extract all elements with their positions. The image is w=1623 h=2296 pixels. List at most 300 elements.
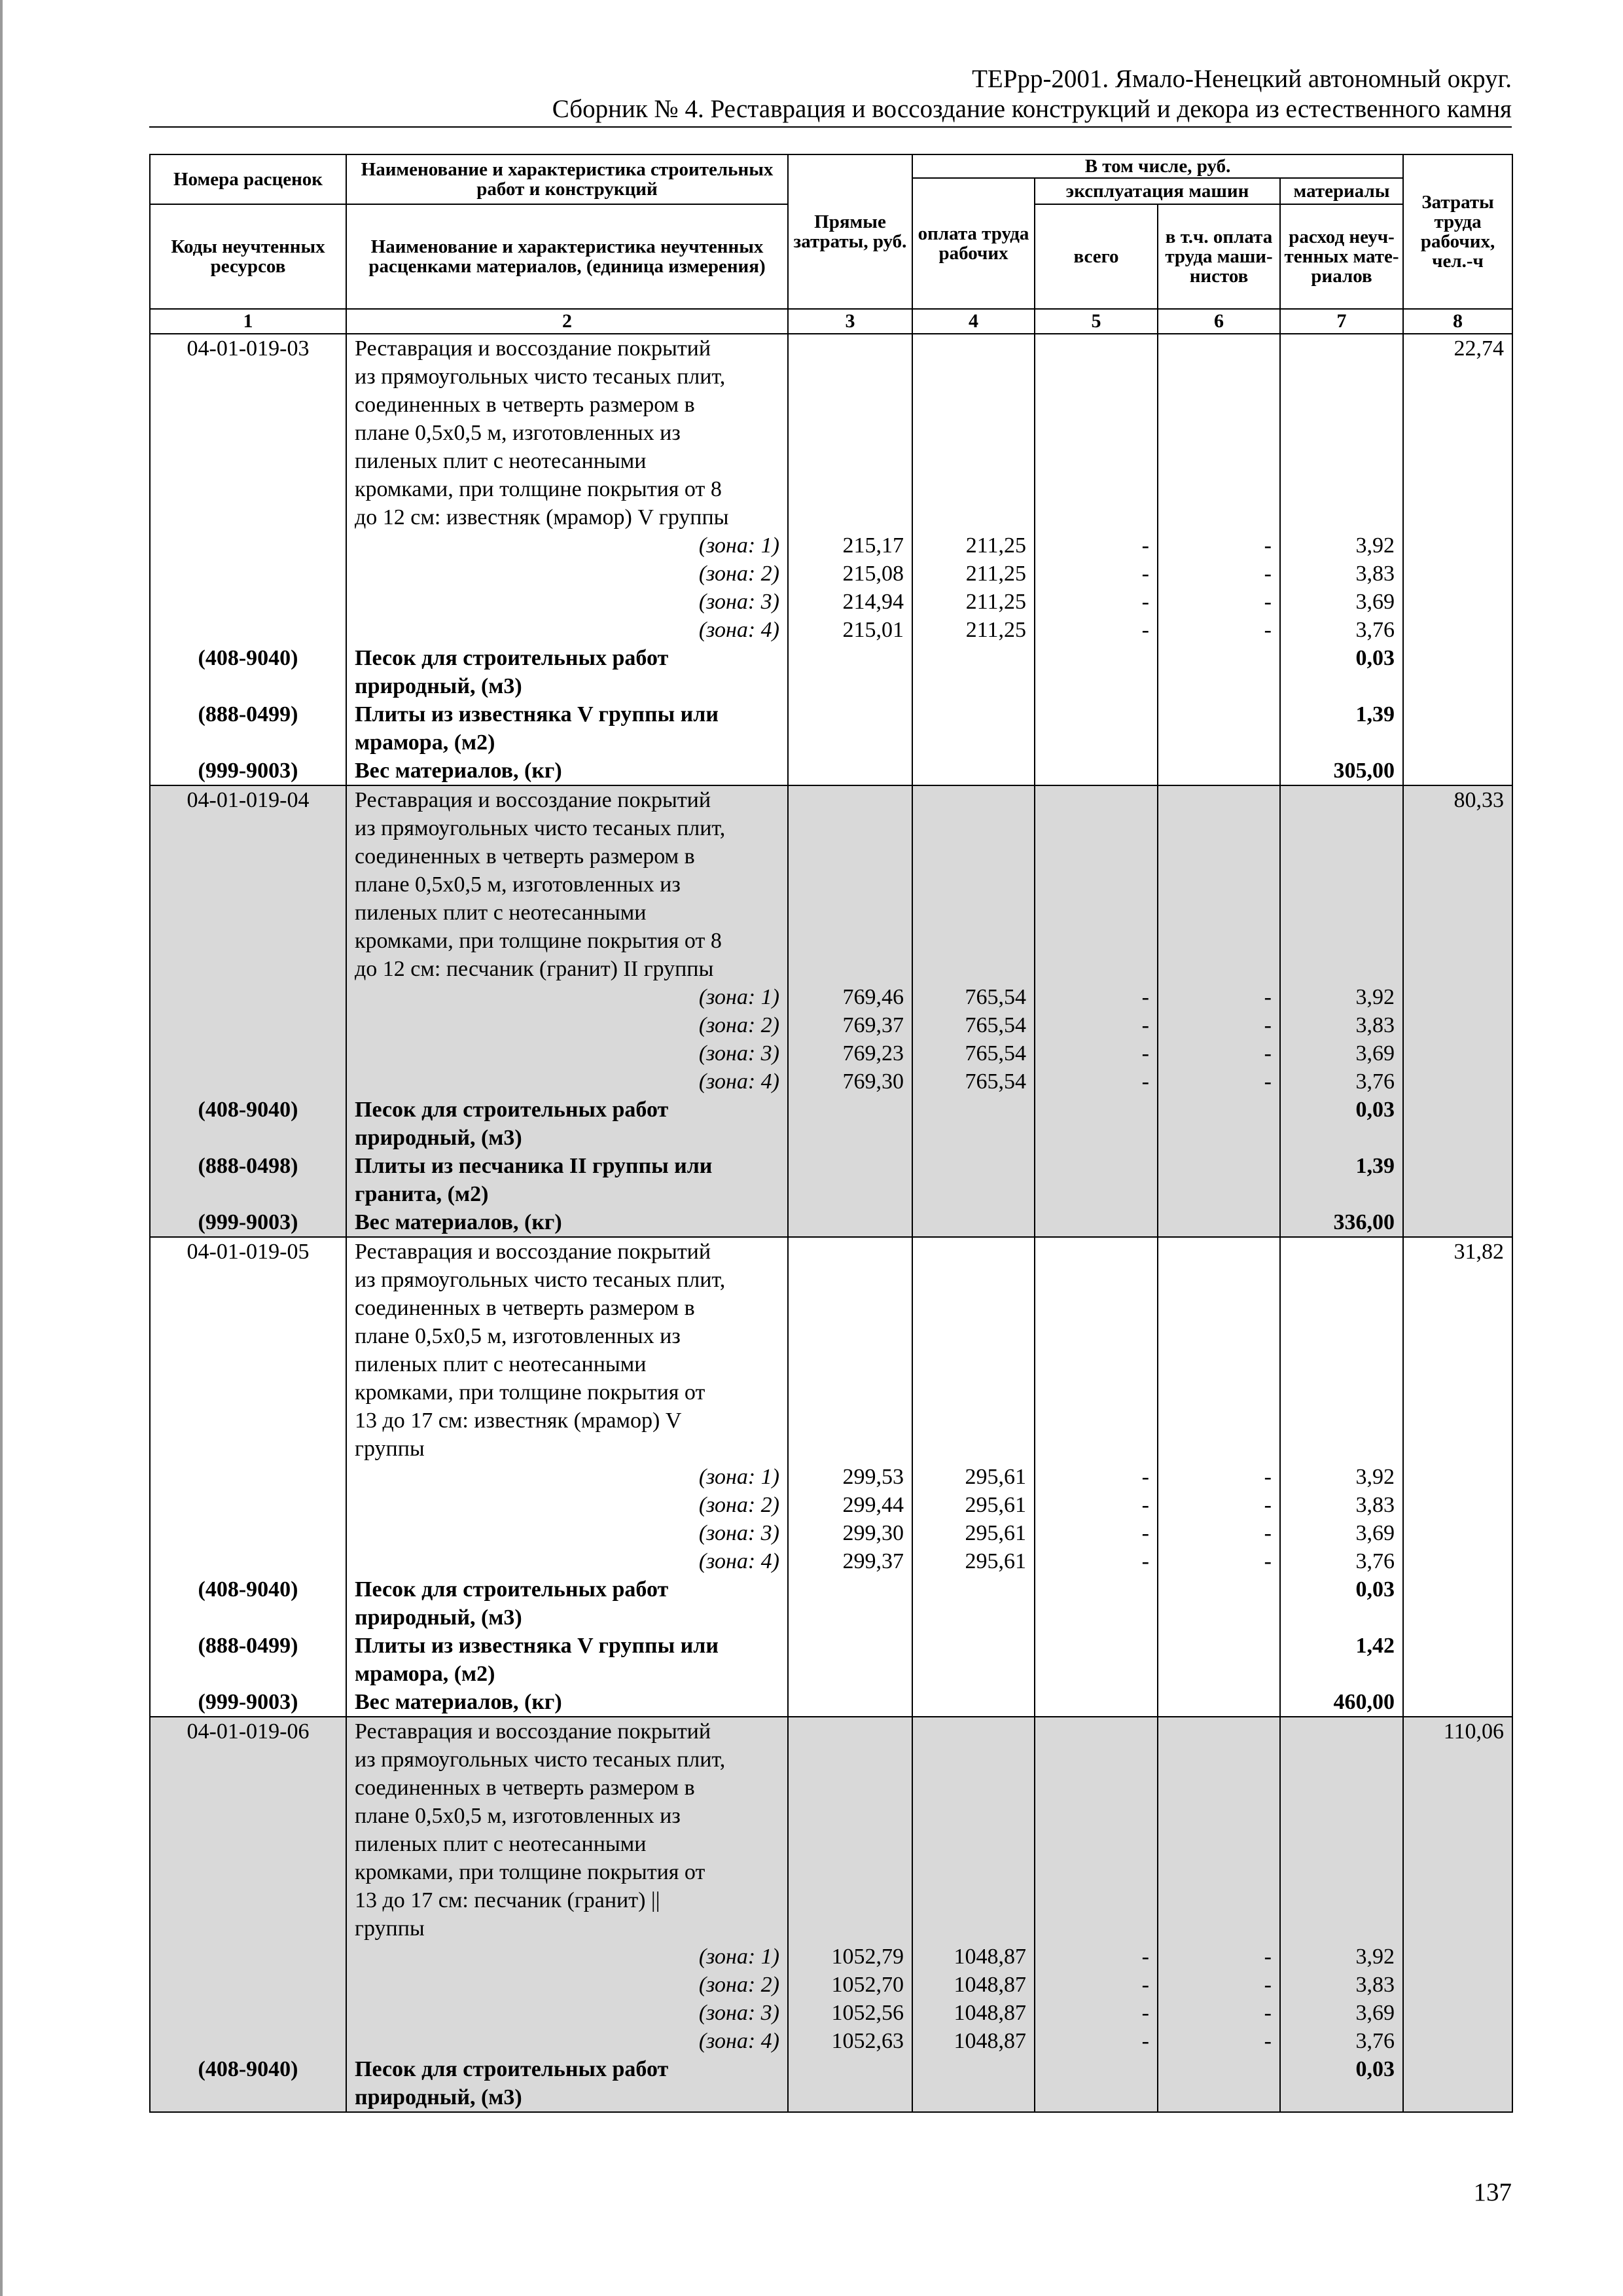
materials-cell [1280, 1802, 1403, 1830]
labor-cell [1403, 447, 1512, 475]
table-row [150, 1435, 1512, 1463]
table-row [150, 1519, 1512, 1547]
labor-cell [1403, 1632, 1512, 1660]
machinists-pay-cell [1158, 1858, 1280, 1886]
direct-cost-cell [788, 1632, 912, 1660]
labor-cell [1403, 1039, 1512, 1067]
workers-pay-cell [912, 1830, 1035, 1858]
materials-cost: 3,83 [1280, 1971, 1403, 1999]
direct-cost: 299,37 [788, 1547, 912, 1575]
materials-cell [1280, 1407, 1403, 1435]
direct-cost-cell [788, 503, 912, 531]
table-row [150, 1746, 1512, 1774]
direct-cost-cell [788, 1717, 912, 1746]
machinists-pay-cell [1158, 419, 1280, 447]
direct-cost: 299,44 [788, 1491, 912, 1519]
materials-cost: 3,69 [1280, 1999, 1403, 2027]
table-row [150, 700, 1512, 728]
direct-cost: 1052,70 [788, 1971, 912, 1999]
materials-cell [1280, 1378, 1403, 1407]
rate-code-cell [150, 475, 346, 503]
direct-cost-cell [788, 1802, 912, 1830]
workers-pay-cell [912, 1435, 1035, 1463]
machinists-pay-cell [1158, 2083, 1280, 2112]
workers-pay-cell [912, 1774, 1035, 1802]
resource-quantity: 305,00 [1280, 757, 1403, 785]
rate-code-cell [150, 1830, 346, 1858]
machines-total: - [1035, 1519, 1158, 1547]
table-row [150, 672, 1512, 700]
machinists-pay: - [1158, 560, 1280, 588]
machines-total: - [1035, 1039, 1158, 1067]
machines-total: - [1035, 2027, 1158, 2055]
labor-cell [1403, 814, 1512, 842]
machinists-pay-cell [1158, 870, 1280, 899]
rate-description-line: из прямоугольных чисто тесаных плит, [346, 363, 788, 391]
machines-cell [1035, 672, 1158, 700]
col-number: 2 [346, 309, 788, 334]
table-row [150, 644, 1512, 672]
machines-cell [1035, 1435, 1158, 1463]
table-row [150, 870, 1512, 899]
machines-total: - [1035, 616, 1158, 644]
workers-pay: 1048,87 [912, 2027, 1035, 2055]
machinists-pay-cell [1158, 728, 1280, 757]
machinists-pay-cell [1158, 927, 1280, 955]
machines-cell [1035, 814, 1158, 842]
workers-pay: 1048,87 [912, 1943, 1035, 1971]
materials-cost: 3,83 [1280, 560, 1403, 588]
direct-cost: 769,46 [788, 983, 912, 1011]
direct-cost: 1052,56 [788, 1999, 912, 2027]
labor-cell [1403, 419, 1512, 447]
resource-name-line: Вес материалов, (кг) [346, 1208, 788, 1237]
materials-cell [1280, 391, 1403, 419]
resource-quantity: 460,00 [1280, 1688, 1403, 1717]
machines-cell [1035, 1378, 1158, 1407]
workers-pay-cell [912, 1124, 1035, 1152]
machinists-pay-cell [1158, 1914, 1280, 1943]
table-row [150, 1378, 1512, 1407]
header-rule [149, 126, 1512, 128]
rate-description-line: до 12 см: песчаник (гранит) II группы [346, 955, 788, 983]
labor-cost: 80,33 [1403, 785, 1512, 814]
col-workers-pay: оплата труда рабочих [912, 178, 1035, 309]
resource-code: (408-9040) [150, 1575, 346, 1604]
col-machinists-pay: в т.ч. оплата труда маши-нистов [1158, 204, 1280, 309]
labor-cell [1403, 363, 1512, 391]
col-labor: Затраты труда рабочих, чел.-ч [1403, 154, 1512, 309]
workers-pay: 295,61 [912, 1463, 1035, 1491]
machines-cell [1035, 1886, 1158, 1914]
machines-total: - [1035, 560, 1158, 588]
machinists-pay: - [1158, 1971, 1280, 1999]
page-number: 137 [1473, 2178, 1512, 2206]
materials-cell [1280, 419, 1403, 447]
workers-pay: 295,61 [912, 1491, 1035, 1519]
rate-code-cell [150, 1491, 346, 1519]
zone-label: (зона: 1) [346, 1943, 788, 1971]
resource-name-line: природный, (м3) [346, 2083, 788, 2112]
zone-label: (зона: 2) [346, 560, 788, 588]
rate-code-cell [150, 1943, 346, 1971]
table-row [150, 1999, 1512, 2027]
col-rate-numbers: Номера расценок [150, 154, 346, 204]
direct-cost-cell [788, 842, 912, 870]
machinists-pay-cell [1158, 785, 1280, 814]
table-row [150, 503, 1512, 531]
table-row [150, 2055, 1512, 2083]
workers-pay-cell [912, 2083, 1035, 2112]
rate-description-line: кромками, при толщине покрытия от [346, 1378, 788, 1407]
labor-cell [1403, 1547, 1512, 1575]
machines-cell [1035, 503, 1158, 531]
machines-total: - [1035, 531, 1158, 560]
rate-code-cell [150, 1266, 346, 1294]
workers-pay-cell [912, 475, 1035, 503]
rate-description-line: группы [346, 1914, 788, 1943]
rate-code-cell [150, 814, 346, 842]
zone-label: (зона: 1) [346, 983, 788, 1011]
direct-cost: 769,37 [788, 1011, 912, 1039]
table-row [150, 334, 1512, 363]
materials-cost: 3,83 [1280, 1011, 1403, 1039]
resource-name-line: Плиты из песчаника II группы или [346, 1152, 788, 1180]
labor-cell [1403, 1830, 1512, 1858]
labor-cost: 22,74 [1403, 334, 1512, 363]
zone-label: (зона: 3) [346, 1519, 788, 1547]
workers-pay-cell [912, 363, 1035, 391]
rate-description-line: 13 до 17 см: песчаник (гранит) || [346, 1886, 788, 1914]
workers-pay-cell [912, 1604, 1035, 1632]
machinists-pay: - [1158, 1463, 1280, 1491]
direct-cost-cell [788, 419, 912, 447]
materials-cell [1280, 1124, 1403, 1152]
labor-cell [1403, 531, 1512, 560]
resource-name-line: природный, (м3) [346, 672, 788, 700]
rate-table [149, 154, 1513, 2113]
labor-cell [1403, 2027, 1512, 2055]
rate-code-cell [150, 1858, 346, 1886]
direct-cost: 1052,79 [788, 1943, 912, 1971]
table-row [150, 1575, 1512, 1604]
labor-cell [1403, 644, 1512, 672]
direct-cost-cell [788, 1237, 912, 1266]
direct-cost-cell [788, 1830, 912, 1858]
table-row [150, 1208, 1512, 1237]
direct-cost: 299,30 [788, 1519, 912, 1547]
machines-cell [1035, 1632, 1158, 1660]
workers-pay: 211,25 [912, 588, 1035, 616]
machines-cell [1035, 1858, 1158, 1886]
direct-cost-cell [788, 2083, 912, 2112]
rate-code-cell [150, 616, 346, 644]
table-row [150, 1547, 1512, 1575]
workers-pay: 211,25 [912, 531, 1035, 560]
workers-pay-cell [912, 1294, 1035, 1322]
machines-cell [1035, 334, 1158, 363]
workers-pay: 1048,87 [912, 1999, 1035, 2027]
col-codes: Коды неучтенных ресурсов [150, 204, 346, 309]
zone-label: (зона: 3) [346, 588, 788, 616]
workers-pay-cell [912, 814, 1035, 842]
materials-cost: 3,69 [1280, 1039, 1403, 1067]
materials-cell [1280, 1746, 1403, 1774]
table-row [150, 1294, 1512, 1322]
table-row [150, 899, 1512, 927]
direct-cost-cell [788, 1575, 912, 1604]
machines-total: - [1035, 983, 1158, 1011]
resource-code: (408-9040) [150, 644, 346, 672]
machinists-pay-cell [1158, 1688, 1280, 1717]
rate-description-line: соединенных в четверть размером в [346, 391, 788, 419]
direct-cost-cell [788, 728, 912, 757]
resource-code-cell [150, 1180, 346, 1208]
machines-total: - [1035, 1491, 1158, 1519]
labor-cell [1403, 842, 1512, 870]
zone-label: (зона: 2) [346, 1971, 788, 1999]
materials-cell [1280, 955, 1403, 983]
rate-code-cell [150, 531, 346, 560]
labor-cell [1403, 899, 1512, 927]
direct-cost-cell [788, 785, 912, 814]
workers-pay-cell [912, 1717, 1035, 1746]
labor-cell [1403, 560, 1512, 588]
materials-cost: 3,69 [1280, 588, 1403, 616]
table-row [150, 1774, 1512, 1802]
machinists-pay-cell [1158, 700, 1280, 728]
direct-cost-cell [788, 1407, 912, 1435]
table-row [150, 1407, 1512, 1435]
rate-description-line: кромками, при толщине покрытия от [346, 1858, 788, 1886]
zone-label: (зона: 1) [346, 1463, 788, 1491]
machinists-pay-cell [1158, 1266, 1280, 1294]
machinists-pay-cell [1158, 1180, 1280, 1208]
machinists-pay: - [1158, 2027, 1280, 2055]
materials-cell [1280, 1774, 1403, 1802]
rate-description-line: группы [346, 1435, 788, 1463]
zone-label: (зона: 2) [346, 1491, 788, 1519]
direct-cost: 215,01 [788, 616, 912, 644]
zone-label: (зона: 4) [346, 1547, 788, 1575]
rate-code-cell [150, 842, 346, 870]
direct-cost: 769,30 [788, 1067, 912, 1096]
resource-name-line: мрамора, (м2) [346, 1660, 788, 1688]
materials-cell [1280, 1180, 1403, 1208]
table-row [150, 728, 1512, 757]
rate-code-cell [150, 870, 346, 899]
table-row [150, 447, 1512, 475]
materials-cell [1280, 1886, 1403, 1914]
resource-name-line: Вес материалов, (кг) [346, 1688, 788, 1717]
materials-cost: 3,76 [1280, 2027, 1403, 2055]
resource-code: (999-9003) [150, 1208, 346, 1237]
rate-description-line: из прямоугольных чисто тесаных плит, [346, 1746, 788, 1774]
labor-cell [1403, 1491, 1512, 1519]
machines-cell [1035, 1124, 1158, 1152]
machinists-pay-cell [1158, 1294, 1280, 1322]
resource-name-line: Песок для строительных работ [346, 1096, 788, 1124]
labor-cell [1403, 1180, 1512, 1208]
materials-cost: 3,92 [1280, 1943, 1403, 1971]
materials-cost: 3,92 [1280, 531, 1403, 560]
labor-cell [1403, 927, 1512, 955]
resource-name-line: Песок для строительных работ [346, 1575, 788, 1604]
direct-cost-cell [788, 1914, 912, 1943]
workers-pay: 211,25 [912, 560, 1035, 588]
workers-pay-cell [912, 1152, 1035, 1180]
machines-total: - [1035, 1067, 1158, 1096]
machinists-pay-cell [1158, 1717, 1280, 1746]
rate-code-cell [150, 503, 346, 531]
machinists-pay: - [1158, 1547, 1280, 1575]
labor-cell [1403, 1999, 1512, 2027]
machinists-pay-cell [1158, 475, 1280, 503]
machinists-pay-cell [1158, 1774, 1280, 1802]
materials-cell [1280, 503, 1403, 531]
table-row [150, 531, 1512, 560]
table-row [150, 1180, 1512, 1208]
workers-pay-cell [912, 757, 1035, 785]
rate-code-cell [150, 1350, 346, 1378]
rate-description-line: кромками, при толщине покрытия от 8 [346, 475, 788, 503]
machinists-pay-cell [1158, 447, 1280, 475]
materials-cell [1280, 1322, 1403, 1350]
machines-cell [1035, 1350, 1158, 1378]
direct-cost-cell [788, 1774, 912, 1802]
materials-cell [1280, 1237, 1403, 1266]
table-row [150, 363, 1512, 391]
machinists-pay: - [1158, 1999, 1280, 2027]
rate-code-cell [150, 1407, 346, 1435]
resource-name-line: мрамора, (м2) [346, 728, 788, 757]
machinists-pay-cell [1158, 1124, 1280, 1152]
machinists-pay-cell [1158, 1746, 1280, 1774]
direct-cost: 215,08 [788, 560, 912, 588]
direct-cost-cell [788, 1886, 912, 1914]
machines-cell [1035, 955, 1158, 983]
labor-cell [1403, 955, 1512, 983]
col-materials: материалы [1280, 178, 1403, 204]
machinists-pay-cell [1158, 955, 1280, 983]
rate-description-line: из прямоугольных чисто тесаных плит, [346, 814, 788, 842]
direct-cost-cell [788, 1746, 912, 1774]
machines-total: - [1035, 1547, 1158, 1575]
rate-description-line: пиленых плит с неотесанными [346, 899, 788, 927]
workers-pay-cell [912, 1575, 1035, 1604]
rate-description-line: Реставрация и воссоздание покрытий [346, 1237, 788, 1266]
col-number: 4 [912, 309, 1035, 334]
rate-description-line: пиленых плит с неотесанными [346, 1830, 788, 1858]
resource-code: (999-9003) [150, 1688, 346, 1717]
rate-code-cell [150, 983, 346, 1011]
labor-cell [1403, 983, 1512, 1011]
col-name-bottom: Наименование и характеристика неучтенных расценками материалов, (единица измерения) [346, 204, 788, 309]
machines-total: - [1035, 1971, 1158, 1999]
labor-cell [1403, 1096, 1512, 1124]
machines-total: - [1035, 1943, 1158, 1971]
workers-pay-cell [912, 955, 1035, 983]
rate-code: 04-01-019-03 [150, 334, 346, 363]
rate-code: 04-01-019-05 [150, 1237, 346, 1266]
materials-cost: 3,76 [1280, 1067, 1403, 1096]
machinists-pay: - [1158, 1011, 1280, 1039]
col-number: 7 [1280, 309, 1403, 334]
materials-cell [1280, 899, 1403, 927]
table-row [150, 1717, 1512, 1746]
rate-description-line: соединенных в четверть размером в [346, 842, 788, 870]
machinists-pay: - [1158, 1039, 1280, 1067]
machines-cell [1035, 842, 1158, 870]
direct-cost-cell [788, 1660, 912, 1688]
labor-cell [1403, 1124, 1512, 1152]
labor-cell [1403, 391, 1512, 419]
table-row [150, 1604, 1512, 1632]
resource-code-cell [150, 2083, 346, 2112]
machinists-pay: - [1158, 588, 1280, 616]
table-body [150, 334, 1512, 2112]
col-number: 3 [788, 309, 912, 334]
machinists-pay-cell [1158, 1378, 1280, 1407]
table-row [150, 2083, 1512, 2112]
workers-pay-cell [912, 644, 1035, 672]
rate-description-line: соединенных в четверть размером в [346, 1294, 788, 1322]
labor-cell [1403, 1067, 1512, 1096]
col-number: 8 [1403, 309, 1512, 334]
workers-pay-cell [912, 1180, 1035, 1208]
machinists-pay-cell [1158, 363, 1280, 391]
direct-cost: 299,53 [788, 1463, 912, 1491]
machines-total: - [1035, 1999, 1158, 2027]
rate-description-line: плане 0,5х0,5 м, изготовленных из [346, 1802, 788, 1830]
table-row [150, 1971, 1512, 1999]
machines-cell [1035, 1180, 1158, 1208]
materials-cell [1280, 475, 1403, 503]
machines-cell [1035, 1802, 1158, 1830]
workers-pay-cell [912, 1322, 1035, 1350]
table-row [150, 1688, 1512, 1717]
direct-cost-cell [788, 1322, 912, 1350]
direct-cost: 215,17 [788, 531, 912, 560]
rate-code-cell [150, 1294, 346, 1322]
workers-pay-cell [912, 1746, 1035, 1774]
machines-cell [1035, 644, 1158, 672]
workers-pay: 295,61 [912, 1519, 1035, 1547]
labor-cell [1403, 1575, 1512, 1604]
materials-cost: 3,69 [1280, 1519, 1403, 1547]
labor-cell [1403, 1011, 1512, 1039]
direct-cost-cell [788, 1378, 912, 1407]
machines-cell [1035, 899, 1158, 927]
materials-cell [1280, 334, 1403, 363]
direct-cost-cell [788, 757, 912, 785]
col-number: 1 [150, 309, 346, 334]
rate-code: 04-01-019-04 [150, 785, 346, 814]
machinists-pay-cell [1158, 644, 1280, 672]
table-row [150, 1096, 1512, 1124]
machines-cell [1035, 757, 1158, 785]
materials-cell [1280, 672, 1403, 700]
machines-total: - [1035, 1463, 1158, 1491]
machines-cell [1035, 391, 1158, 419]
table-row [150, 2027, 1512, 2055]
workers-pay-cell [912, 503, 1035, 531]
machinists-pay: - [1158, 616, 1280, 644]
workers-pay-cell [912, 1886, 1035, 1914]
resource-code-cell [150, 1124, 346, 1152]
rate-code-cell [150, 1886, 346, 1914]
machines-cell [1035, 870, 1158, 899]
